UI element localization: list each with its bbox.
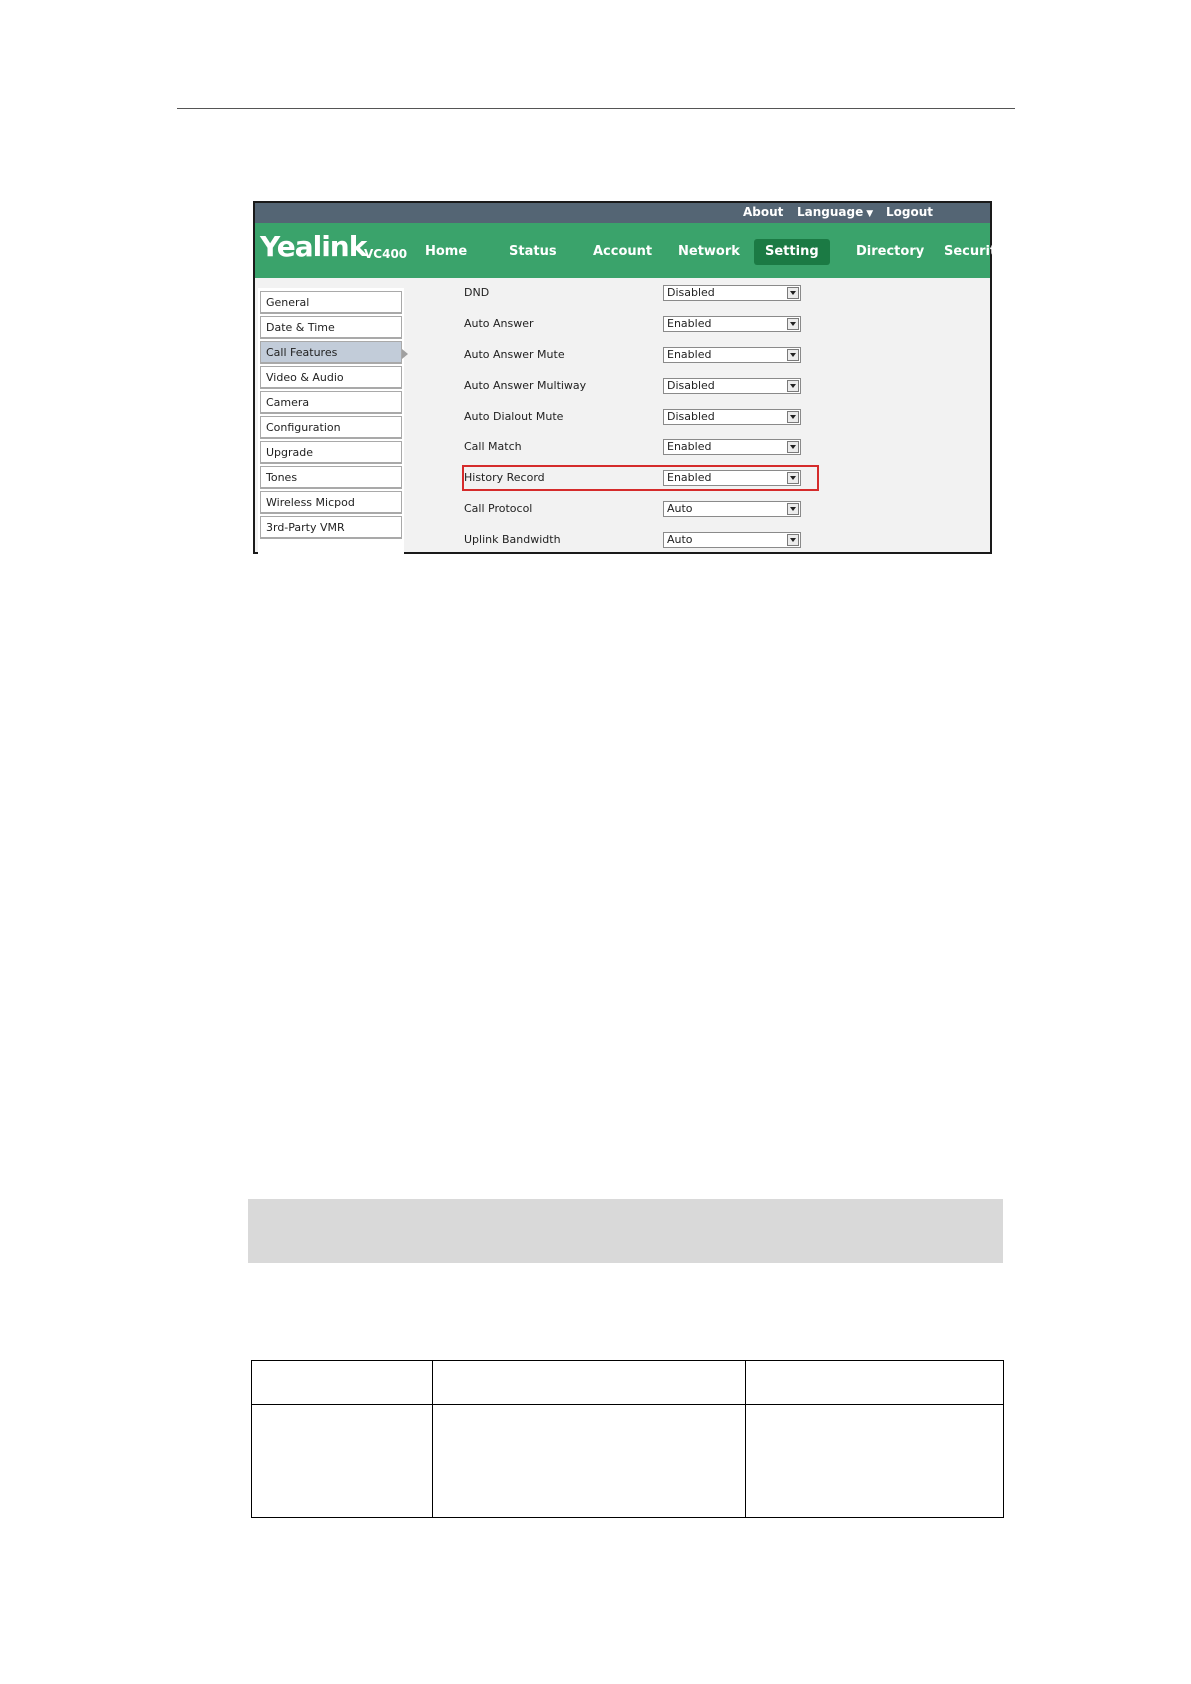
sidebar-item-camera[interactable]: Camera	[260, 391, 402, 414]
select-value: Auto	[667, 533, 693, 546]
setting-label-history-record: History Record	[464, 471, 545, 484]
language-label: Language	[797, 205, 864, 219]
sidebar-item-date-time[interactable]: Date & Time	[260, 316, 402, 339]
setting-label-auto-answer-multiway: Auto Answer Multiway	[464, 379, 587, 392]
sidebar-item-configuration[interactable]: Configuration	[260, 416, 402, 439]
select-value: Disabled	[667, 379, 715, 392]
select-value: Enabled	[667, 440, 712, 453]
tab-security[interactable]: Security	[944, 244, 1005, 259]
sidebar	[258, 288, 404, 558]
history-record-highlight	[462, 465, 819, 491]
setting-label-auto-answer-mute: Auto Answer Mute	[464, 348, 565, 361]
top-bar	[255, 203, 990, 223]
tab-network[interactable]: Network	[678, 244, 740, 259]
setting-label-auto-dialout-mute: Auto Dialout Mute	[464, 410, 564, 423]
setting-label-dnd: DND	[464, 286, 490, 299]
caret-down-icon: ▼	[866, 209, 874, 219]
call-match-select[interactable]	[663, 439, 801, 455]
tab-directory[interactable]: Directory	[856, 244, 925, 259]
yealink-logo: Yealink	[260, 230, 367, 263]
about-link[interactable]: About	[743, 205, 784, 219]
setting-label-uplink-bandwidth: Uplink Bandwidth	[464, 533, 561, 546]
tab-setting[interactable]: Setting	[754, 239, 830, 265]
tab-status[interactable]: Status	[509, 244, 557, 259]
parameter-table	[251, 1360, 1004, 1518]
dropdown-arrow-icon	[787, 534, 799, 546]
auto-dialout-mute-select[interactable]	[663, 409, 801, 425]
select-value: Enabled	[667, 471, 712, 484]
dropdown-arrow-icon	[787, 318, 799, 330]
select-value: Auto	[667, 502, 693, 515]
dropdown-arrow-icon	[787, 349, 799, 361]
sidebar-item-3rd-party-vmr[interactable]: 3rd-Party VMR	[260, 516, 402, 539]
auto-answer-select[interactable]	[663, 316, 801, 332]
dropdown-arrow-icon	[787, 287, 799, 299]
setting-label-call-protocol: Call Protocol	[464, 502, 533, 515]
tab-home[interactable]: Home	[425, 244, 468, 259]
main-nav	[255, 223, 1005, 278]
setting-label-call-match: Call Match	[464, 440, 522, 453]
uplink-bandwidth-select[interactable]	[663, 532, 801, 548]
auto-answer-mute-select[interactable]	[663, 347, 801, 363]
select-value: Disabled	[667, 410, 715, 423]
model-label: VC400	[364, 247, 408, 261]
dropdown-arrow-icon	[787, 503, 799, 515]
note-box	[248, 1199, 1003, 1263]
table-header-divider	[252, 1404, 1003, 1405]
dropdown-arrow-icon	[787, 380, 799, 392]
sidebar-item-general[interactable]: General	[260, 291, 402, 314]
auto-answer-multiway-select[interactable]	[663, 378, 801, 394]
setting-label-auto-answer: Auto Answer	[464, 317, 534, 330]
table-column-divider	[432, 1361, 433, 1517]
language-menu[interactable]	[797, 205, 873, 219]
page-header-rule	[177, 108, 1015, 109]
dropdown-arrow-icon	[787, 441, 799, 453]
active-item-pointer-icon	[402, 349, 408, 359]
call-protocol-select[interactable]	[663, 501, 801, 517]
dropdown-arrow-icon	[787, 411, 799, 423]
sidebar-item-tones[interactable]: Tones	[260, 466, 402, 489]
dnd-select[interactable]	[663, 285, 801, 301]
tab-account[interactable]: Account	[593, 244, 653, 259]
table-column-divider	[745, 1361, 746, 1517]
select-value: Enabled	[667, 317, 712, 330]
sidebar-item-wireless-micpod[interactable]: Wireless Micpod	[260, 491, 402, 514]
sidebar-item-upgrade[interactable]: Upgrade	[260, 441, 402, 464]
sidebar-item-video-audio[interactable]: Video & Audio	[260, 366, 402, 389]
web-ui-screenshot	[253, 201, 1005, 554]
logout-link[interactable]: Logout	[886, 205, 934, 219]
sidebar-item-call-features[interactable]: Call Features	[260, 341, 402, 364]
select-value: Disabled	[667, 286, 715, 299]
select-value: Enabled	[667, 348, 712, 361]
